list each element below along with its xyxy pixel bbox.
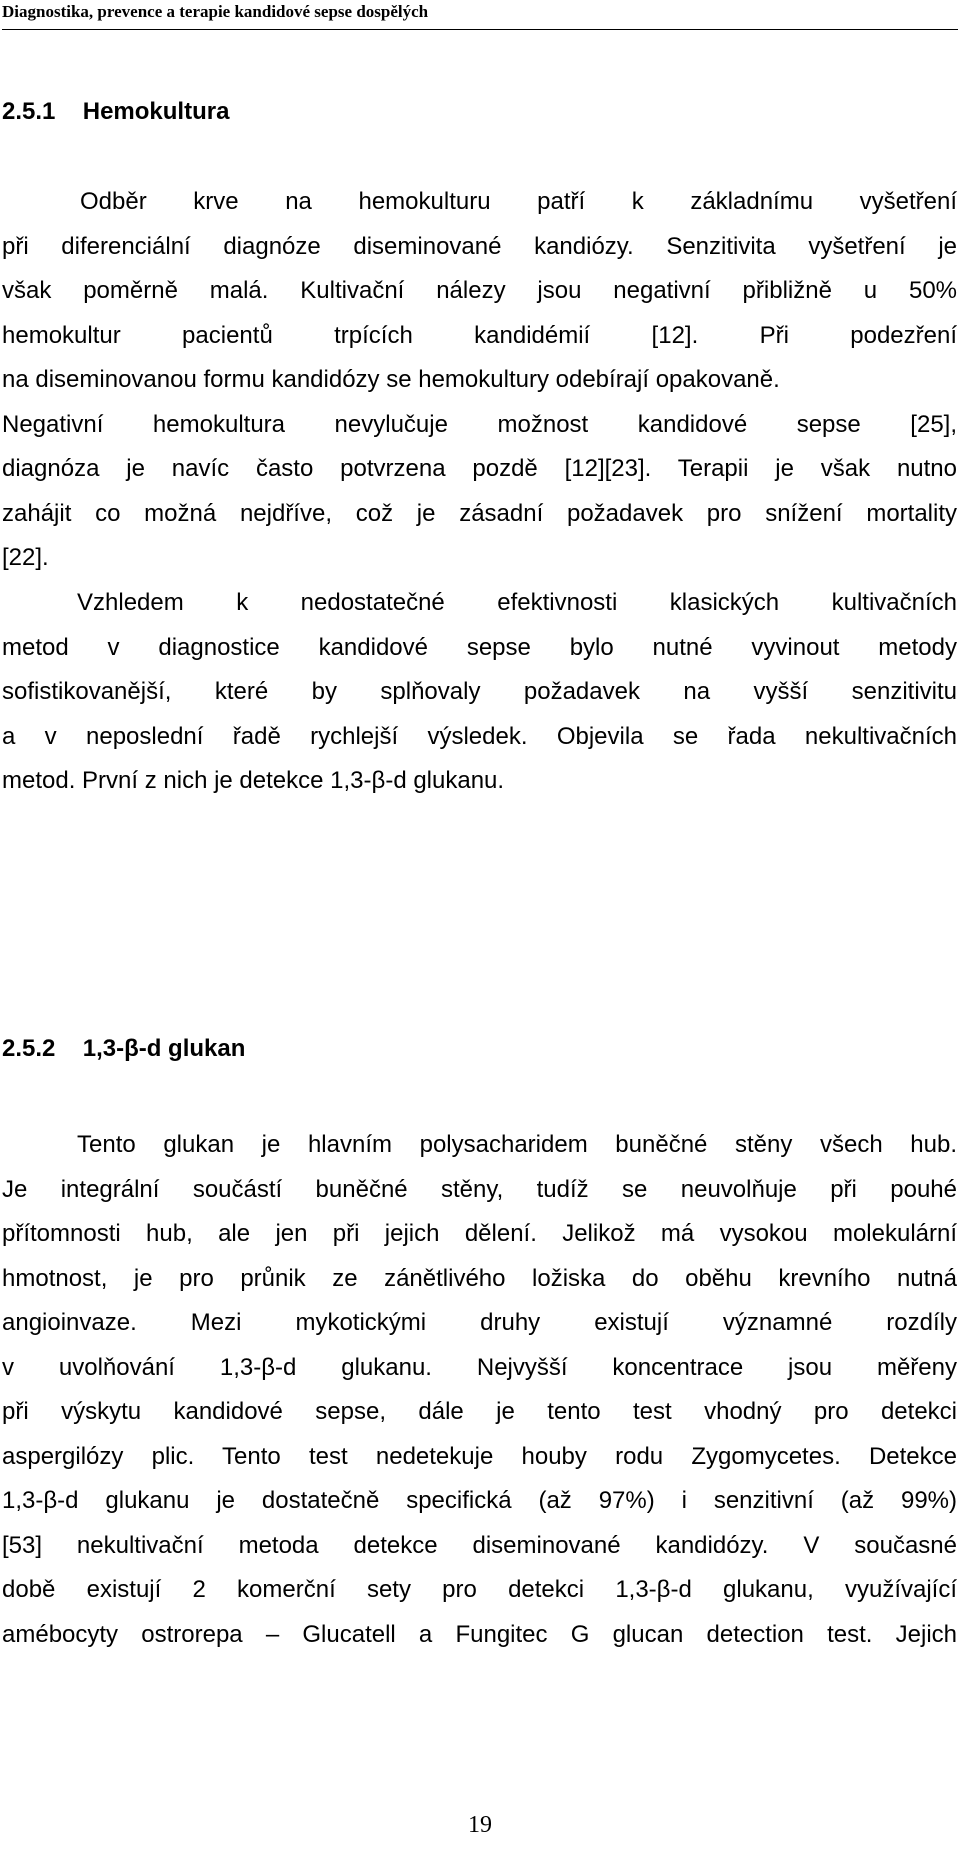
text-line: době existují 2 komerční sety pro detekci 1,3-β-d glukanu, využívající xyxy=(2,1576,957,1603)
text-line: na diseminovanou formu kandidózy se hemokultury odebírají opakovaně. xyxy=(2,366,780,393)
section-number: 2.5.2 xyxy=(2,1035,56,1062)
text-line: amébocyty ostrorepa – Glucatell a Fungitec G glucan detection test. Jejich xyxy=(2,1620,957,1648)
section-heading-hemokultura xyxy=(2,97,229,127)
page-number: 19 xyxy=(468,1812,492,1838)
paragraph-glukan-1 xyxy=(2,1123,957,1657)
text-line: metod v diagnostice kandidové sepse bylo nutné vyvinout metody xyxy=(2,633,957,661)
text-line: 1,3-β-d glukanu je dostatečně specifická (až 97%) i senzitivní (až 99%) xyxy=(2,1487,957,1514)
text-line: však poměrně malá. Kultivační nálezy jsou negativní přibližně u 50% xyxy=(2,277,957,304)
text-line: přítomnosti hub, ale jen při jejich dělení. Jelikož má vysokou molekulární xyxy=(2,1220,957,1247)
text-line: v uvolňování 1,3-β-d glukanu. Nejvyšší koncentrace jsou měřeny xyxy=(2,1353,957,1381)
section-heading-glukan xyxy=(2,1034,245,1064)
paragraph-hemokultura-1 xyxy=(2,180,957,581)
text-line: aspergilózy plic. Tento test nedetekuje houby rodu Zygomycetes. Detekce xyxy=(2,1442,957,1470)
text-line: hemokultur pacientů trpících kandidémií [12]. Při podezření xyxy=(2,321,957,349)
text-line: sofistikovanější, které by splňovaly požadavek na vyšší senzitivitu xyxy=(2,678,957,705)
text-line: [53] nekultivační metoda detekce diseminované kandidózy. V současné xyxy=(2,1531,957,1559)
text-line: [22]. xyxy=(2,544,49,571)
section-title: 1,3-β-d glukan xyxy=(82,1035,246,1062)
text-line: diagnóza je navíc často potvrzena pozdě [12][23]. Terapii je však nutno xyxy=(2,455,957,482)
text-line: Je integrální součástí buněčné stěny, tudíž se neuvolňuje při pouhé xyxy=(2,1175,957,1203)
text-line: Tento glukan je hlavním polysacharidem buněčné stěny všech hub. xyxy=(77,1131,957,1158)
text-line: zahájit co možná nejdříve, což je zásadní požadavek pro snížení mortality xyxy=(2,499,957,527)
text-line: hmotnost, je pro průnik ze zánětlivého ložiska do oběhu krevního nutná xyxy=(2,1264,957,1292)
text-line: při diferenciální diagnóze diseminované kandiózy. Senzitivita vyšetření je xyxy=(2,232,957,260)
text-line: angioinvaze. Mezi mykotickými druhy existují významné rozdíly xyxy=(2,1309,957,1336)
text-line: Vzhledem k nedostatečné efektivnosti klasických kultivačních xyxy=(77,589,957,616)
section-number: 2.5.1 xyxy=(2,98,56,125)
text-line: Negativní hemokultura nevylučuje možnost kandidové sepse [25], xyxy=(2,410,957,438)
section-title: Hemokultura xyxy=(82,98,230,125)
text-line: metod. První z nich je detekce 1,3-β-d glukanu. xyxy=(2,767,505,794)
running-title: Diagnostika, prevence a terapie kandidové sepse dospělých xyxy=(2,2,429,21)
text-line: Odběr krve na hemokulturu patří k základnímu vyšetření xyxy=(80,188,957,215)
running-header xyxy=(2,0,958,30)
paragraph-hemokultura-2 xyxy=(2,581,957,804)
text-line: při výskytu kandidové sepse, dále je tento test vhodný pro detekci xyxy=(2,1398,957,1425)
text-line: a v neposlední řadě rychlejší výsledek. Objevila se řada nekultivačních xyxy=(2,722,957,750)
